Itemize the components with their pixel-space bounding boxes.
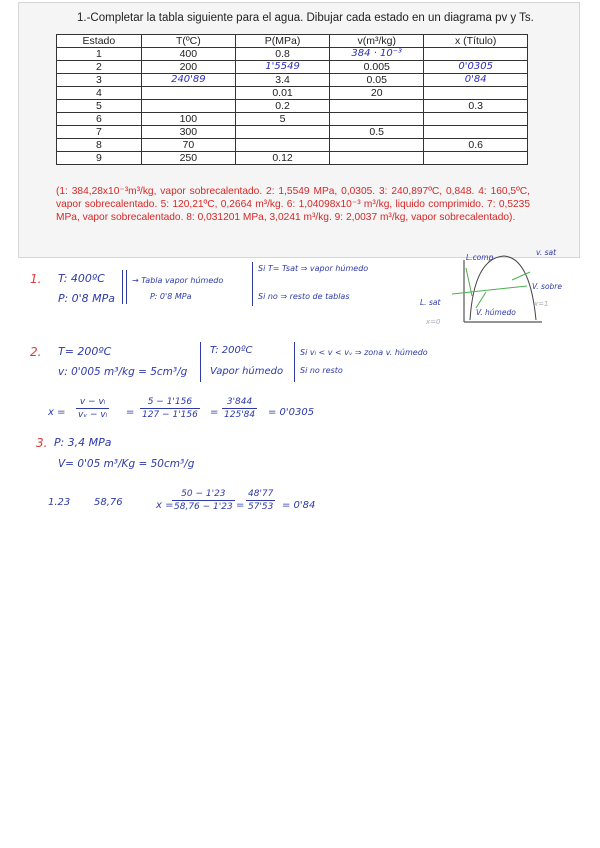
table-cell: 0.005 [330, 61, 424, 74]
table-cell [424, 126, 528, 139]
step-3-vv: 58,76 [94, 497, 123, 508]
step-1-temperature: T: 400ºC [58, 272, 105, 285]
table-cell: 1 [57, 48, 142, 61]
table-row [57, 139, 528, 152]
equals-sign: = [236, 500, 245, 511]
fraction-denominator: 58,76 − 1'23 [174, 502, 233, 512]
quality-label: x = [156, 500, 174, 511]
table-cell: 7 [57, 126, 142, 139]
separator-bar [200, 342, 201, 382]
table-cell: 0.6 [424, 139, 528, 152]
separator-bar [252, 262, 253, 306]
table-cell: 100 [141, 113, 235, 126]
handwritten-cell: 1'5549 [235, 61, 329, 74]
step-1-table-note: → Tabla vapor húmedo [132, 276, 224, 285]
table-cell: 400 [141, 48, 235, 61]
column-header: v(m³/kg) [330, 35, 424, 48]
fraction-numerator: 5 − 1'156 [140, 396, 200, 409]
label-x1: x=1 [534, 300, 549, 308]
step-1-pressure-note: P: 0'8 MPa [150, 292, 192, 301]
step-2-else: Si no resto [300, 366, 343, 375]
table-cell: 0.05 [330, 74, 424, 87]
table-cell: 0.5 [330, 126, 424, 139]
table-cell [330, 100, 424, 113]
column-header: T(ºC) [141, 35, 235, 48]
step-2-volume: v: 0'005 m³/kg = 5cm³/g [58, 366, 188, 378]
separator-bar [294, 342, 295, 382]
table-cell: 0.8 [235, 48, 329, 61]
fraction-denominator: vᵥ − vₗ [78, 410, 108, 420]
label-l-comp: L.comp [466, 253, 494, 262]
column-header: P(MPa) [235, 35, 329, 48]
table-cell: 250 [141, 152, 235, 165]
handwritten-cell: 0'84 [424, 74, 528, 87]
label-v-sat: v. sat [536, 248, 557, 257]
table-cell: 0.2 [235, 100, 329, 113]
quality-formula [76, 396, 109, 421]
step-1-condition-2: Si no ⇒ resto de tablas [258, 292, 350, 301]
table-row [57, 74, 528, 87]
step-3-number: 3. [36, 436, 48, 450]
step-2-temperature-2: T: 200ºC [210, 345, 253, 356]
table-cell: 2 [57, 61, 142, 74]
exercise-title: 1.-Completar la tabla siguiente para el agua. Dibujar cada estado en un diagrama pv y Ts. [77, 12, 534, 24]
quality-simplified [222, 396, 257, 421]
table-cell [330, 152, 424, 165]
column-header: x (Título) [424, 35, 528, 48]
label-x0: x=0 [426, 318, 441, 326]
table-cell [235, 139, 329, 152]
step-2-temperature: T= 200ºC [58, 345, 112, 358]
table-row [57, 61, 528, 74]
handwritten-cell: 0'0305 [424, 61, 528, 74]
table-cell: 0.01 [235, 87, 329, 100]
water-state-table [56, 34, 528, 165]
table-header-row [57, 35, 528, 48]
table-cell [424, 152, 528, 165]
quality-result-3: = 0'84 [282, 500, 316, 511]
quality-formula-3 [172, 488, 235, 513]
step-3-pressure: P: 3,4 MPa [54, 436, 112, 449]
table-cell [424, 113, 528, 126]
table-cell [235, 126, 329, 139]
table-cell: 5 [57, 100, 142, 113]
label-l-sat: L. sat [420, 298, 441, 307]
step-1-pressure: P: 0'8 MPa [58, 292, 116, 305]
table-cell [330, 139, 424, 152]
table-cell [424, 87, 528, 100]
step-3-vl: 1.23 [48, 497, 71, 508]
table-cell: 70 [141, 139, 235, 152]
table-cell: 200 [141, 61, 235, 74]
table-row [57, 48, 528, 61]
fraction-numerator: 3'844 [222, 396, 257, 409]
quality-simplified-3 [246, 488, 275, 513]
step-1-number: 1. [30, 272, 42, 286]
table-cell: 8 [57, 139, 142, 152]
table-cell: 0.3 [424, 100, 528, 113]
table-cell: 6 [57, 113, 142, 126]
step-1-condition: Si T= Tsat ⇒ vapor húmedo [258, 264, 369, 273]
fraction-numerator: v − vₗ [76, 396, 109, 409]
step-3-volume: V= 0'05 m³/Kg = 50cm³/g [58, 458, 195, 470]
table-row [57, 126, 528, 139]
table-cell: 3.4 [235, 74, 329, 87]
quality-result: = 0'0305 [268, 407, 315, 418]
fraction-denominator: 57'53 [248, 502, 274, 512]
label-v-sobre: V. sobre [532, 282, 562, 291]
table-cell [141, 100, 235, 113]
step-2-number: 2. [30, 345, 42, 359]
double-bar [126, 270, 127, 304]
quality-label: x = [48, 407, 66, 418]
fraction-denominator: 127 − 1'156 [142, 410, 198, 420]
answer-key: (1: 384,28x10⁻³m³/kg, vapor sobrecalentado. 2: 1,5549 MPa, 0,0305. 3: 240,897ºC, 0,848. 4: 160,5ºC, vapor sobrecalentado. 5: 120,21ºC, 0,2664 m³/kg. 6: 1,04098x10⁻³ m³/kg, liquido comprimido. 7: 0,5235 MPa, vapor sobrecalentado. 8: 0,031201 MPa, 3,0241 m³/kg. 9: 2,0037 m³/kg, vapor sobrecalentado). [56, 186, 530, 224]
equals-sign: = [126, 407, 135, 418]
handwritten-cell: 240'89 [141, 74, 235, 87]
table-cell: 3 [57, 74, 142, 87]
handwritten-cell: 384 · 10⁻³ [330, 48, 424, 61]
step-2-condition: Si vₗ < v < vᵥ ⇒ zona v. húmedo [300, 348, 428, 357]
fraction-denominator: 125'84 [224, 410, 256, 420]
table-row [57, 100, 528, 113]
table-cell: 4 [57, 87, 142, 100]
label-v-humedo: V. húmedo [476, 308, 516, 317]
table-cell: 0.12 [235, 152, 329, 165]
table-row [57, 113, 528, 126]
fraction-numerator: 48'77 [248, 489, 274, 499]
step-2-vapor-humedo: Vapor húmedo [210, 366, 284, 377]
table-cell [424, 48, 528, 61]
table-row [57, 87, 528, 100]
fraction-numerator: 50 − 1'23 [172, 488, 235, 501]
equals-sign: = [210, 407, 219, 418]
table-cell: 9 [57, 152, 142, 165]
table-cell: 300 [141, 126, 235, 139]
table-row [57, 152, 528, 165]
quality-substitution [140, 396, 200, 421]
isotherm-line [452, 286, 527, 294]
table-cell [141, 87, 235, 100]
table-cell: 5 [235, 113, 329, 126]
column-header: Estado [57, 35, 142, 48]
table-cell: 20 [330, 87, 424, 100]
double-bar [122, 270, 123, 304]
wet-arrow [476, 292, 486, 308]
table-cell [330, 113, 424, 126]
